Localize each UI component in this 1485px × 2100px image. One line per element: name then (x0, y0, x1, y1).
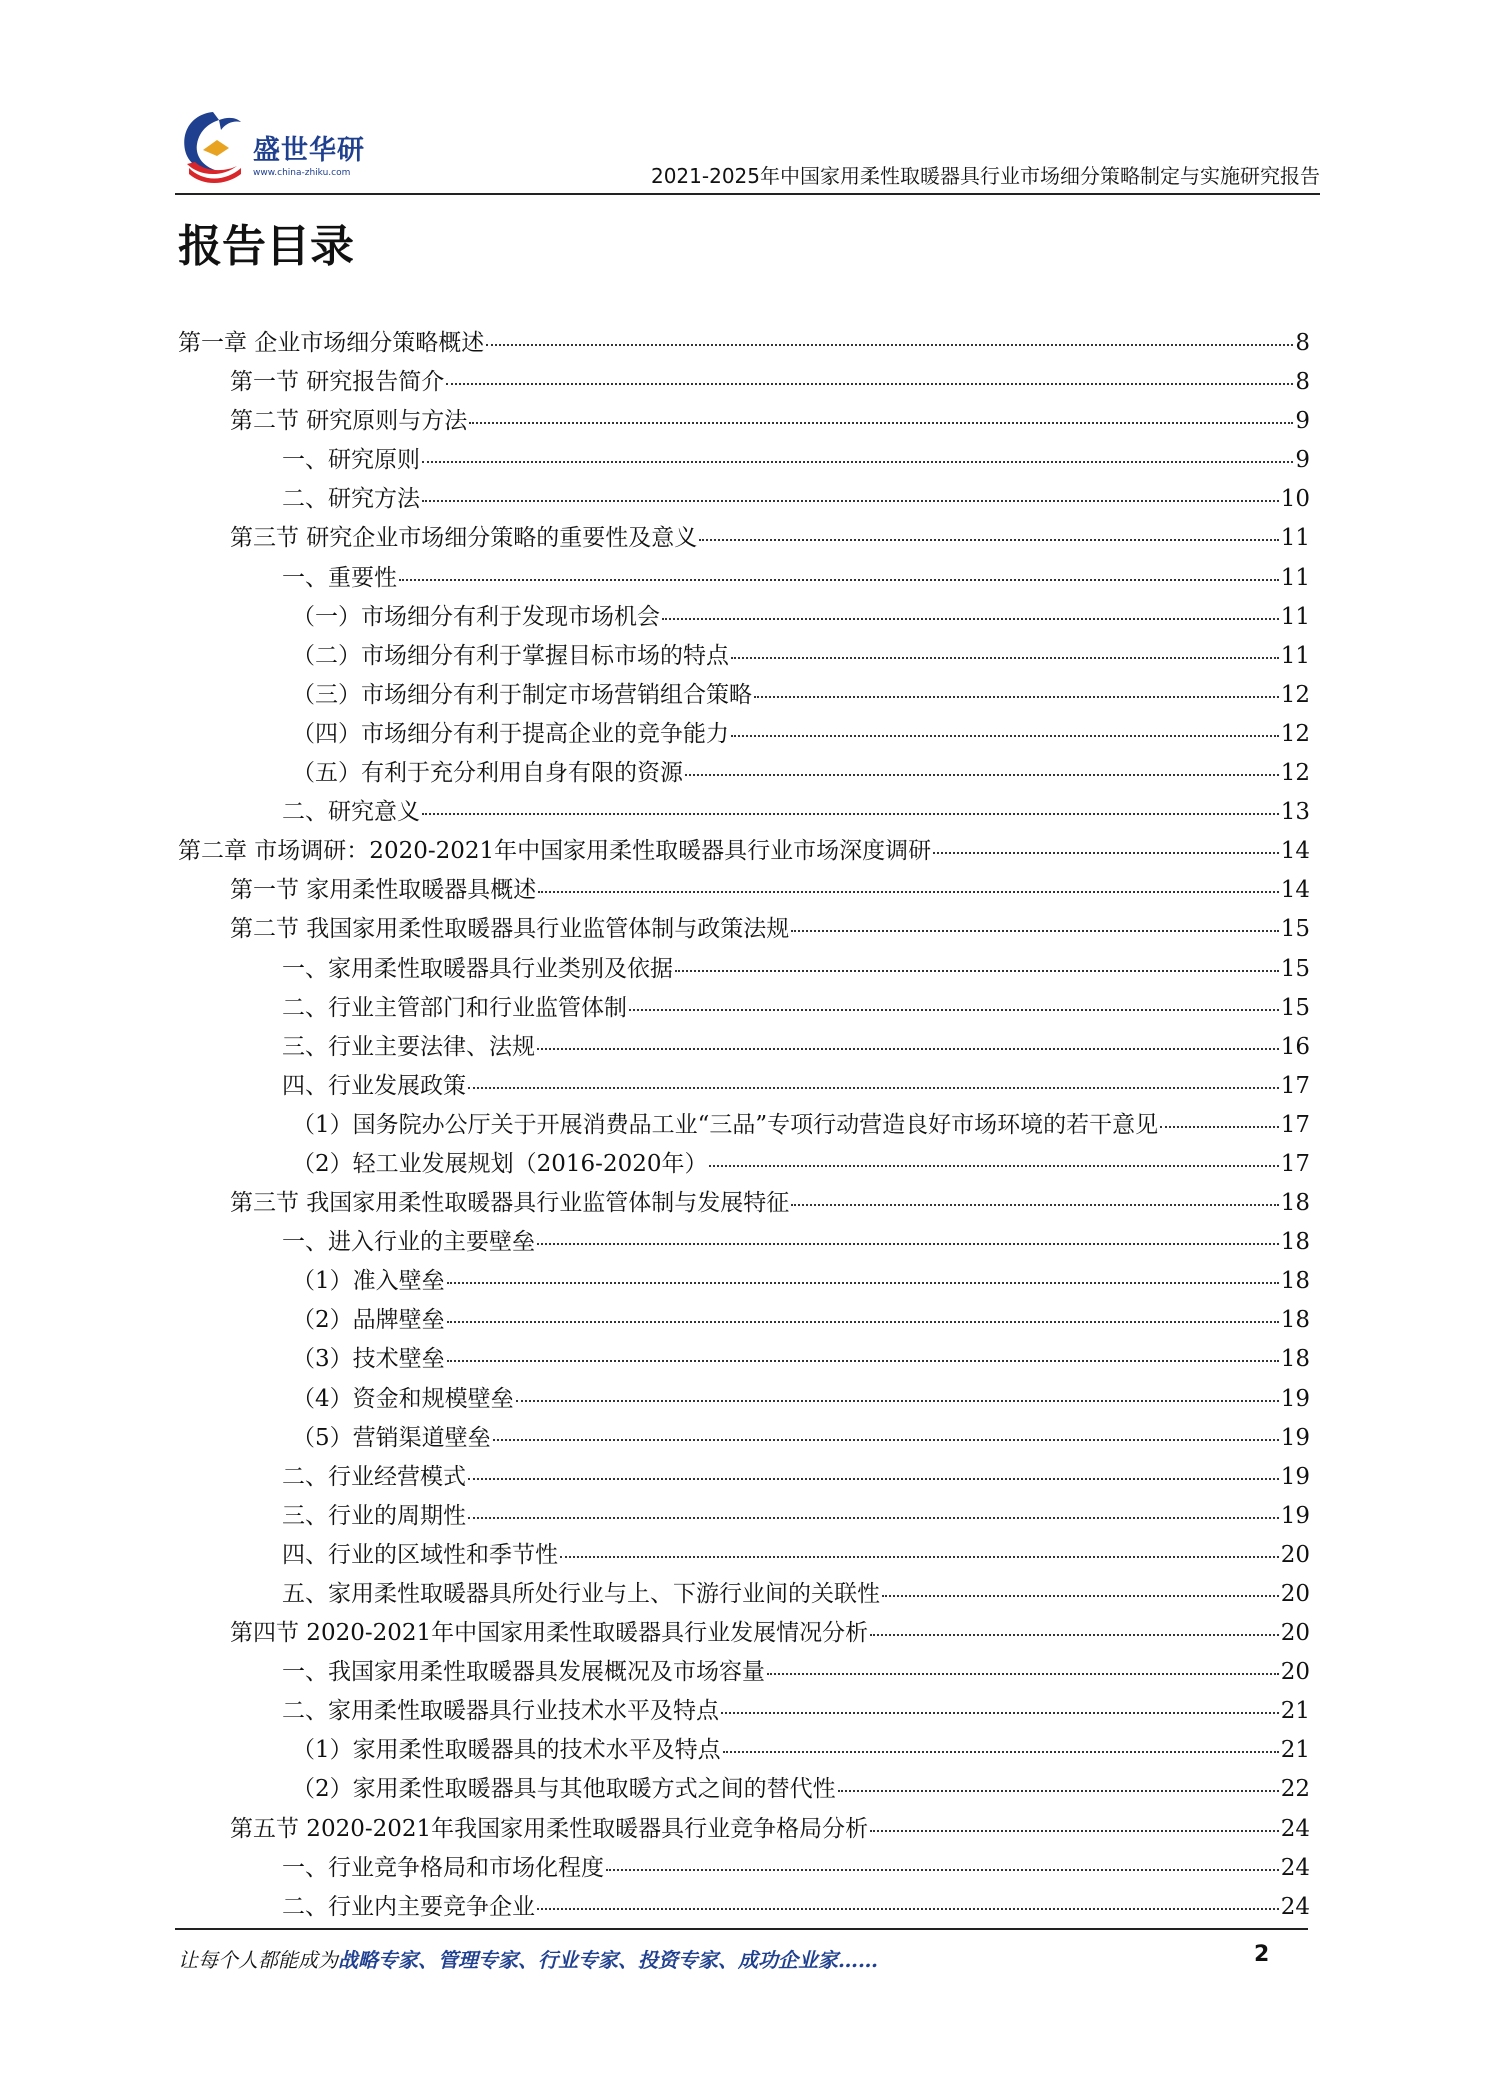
toc-entry-label: 一、我国家用柔性取暖器具发展概况及市场容量 (282, 1659, 765, 1686)
toc-entry[interactable] (178, 1067, 1310, 1106)
toc-entry[interactable] (178, 1106, 1310, 1145)
toc-entry-page: 20 (1280, 1541, 1310, 1568)
toc-entry-page: 14 (1280, 838, 1310, 865)
toc-entry-label: 二、研究方法 (282, 486, 420, 513)
toc-entry[interactable] (178, 1223, 1310, 1262)
toc-entry-page: 24 (1280, 1815, 1310, 1842)
toc-entry-page: 15 (1280, 994, 1310, 1021)
toc-leader-dots (399, 578, 1279, 581)
toc-entry-page: 18 (1280, 1346, 1310, 1373)
toc-entry-page: 22 (1280, 1776, 1310, 1803)
toc-entry[interactable] (178, 1497, 1310, 1536)
toc-leader-dots (422, 499, 1279, 502)
footer-slogan (178, 1944, 878, 1973)
toc-leader-dots (447, 1359, 1279, 1362)
toc-entry-page: 12 (1280, 720, 1310, 747)
toc-leader-dots (723, 1750, 1279, 1753)
toc-entry-label: 一、行业竞争格局和市场化程度 (282, 1854, 604, 1881)
toc-leader-dots (606, 1868, 1279, 1871)
footer-slogan-emphasis: 战略专家、管理专家、行业专家、投资专家、成功企业家…… (338, 1948, 878, 1972)
toc-entry[interactable] (178, 1184, 1310, 1223)
toc-leader-dots (685, 773, 1279, 776)
toc-entry-page: 16 (1280, 1033, 1310, 1060)
toc-entry[interactable] (178, 1380, 1310, 1419)
toc-entry-label: 二、家用柔性取暖器具行业技术水平及特点 (282, 1698, 719, 1725)
toc-entry[interactable] (178, 637, 1310, 676)
toc-entry-label: （三）市场细分有利于制定市场营销组合策略 (292, 681, 752, 708)
toc-entry-page: 24 (1280, 1893, 1310, 1920)
toc-entry-label: 二、研究意义 (282, 799, 420, 826)
toc-entry-page: 17 (1280, 1072, 1310, 1099)
toc-entry-label: 第四节 2020-2021年中国家用柔性取暖器具行业发展情况分析 (230, 1620, 869, 1647)
toc-leader-dots (537, 1907, 1279, 1910)
toc-entry-page: 13 (1280, 799, 1310, 826)
toc-leader-dots (468, 1477, 1279, 1480)
toc-leader-dots (882, 1594, 1279, 1597)
toc-entry-page: 8 (1295, 369, 1310, 396)
toc-entry-label: （1）准入壁垒 (292, 1268, 445, 1295)
toc-entry[interactable] (178, 754, 1310, 793)
toc-leader-dots (933, 851, 1279, 854)
toc-leader-dots (870, 1829, 1279, 1832)
toc-entry-label: 一、进入行业的主要壁垒 (282, 1229, 535, 1256)
toc-leader-dots (791, 929, 1278, 932)
toc-entry[interactable] (178, 1262, 1310, 1301)
toc-entry-label: 二、行业经营模式 (282, 1463, 466, 1490)
toc-entry-label: （3）技术壁垒 (292, 1346, 445, 1373)
footer-divider (175, 1928, 1308, 1930)
toc-entry-page: 19 (1280, 1502, 1310, 1529)
toc-entry-label: （1）家用柔性取暖器具的技术水平及特点 (292, 1737, 721, 1764)
toc-leader-dots (870, 1633, 1279, 1636)
toc-entry-page: 11 (1280, 564, 1310, 591)
toc-entry[interactable] (178, 324, 1310, 363)
toc-leader-dots (537, 1242, 1279, 1245)
toc-entry[interactable] (178, 1340, 1310, 1379)
logo-url: www.china-zhiku.com (253, 168, 351, 178)
logo-name: 盛世华研 (253, 135, 365, 166)
toc-entry-page: 12 (1280, 760, 1310, 787)
toc-entry[interactable] (178, 1575, 1310, 1614)
toc-entry[interactable] (178, 559, 1310, 598)
company-logo (175, 106, 375, 192)
toc-entry-label: 一、研究原则 (282, 447, 420, 474)
toc-entry[interactable] (178, 1458, 1310, 1497)
toc-entry-page: 17 (1280, 1150, 1310, 1177)
toc-leader-dots (422, 460, 1293, 463)
toc-leader-dots (731, 734, 1279, 737)
toc-entry-label: 一、家用柔性取暖器具行业类别及依据 (282, 955, 673, 982)
toc-entry-label: 四、行业发展政策 (282, 1072, 466, 1099)
toc-leader-dots (447, 1320, 1279, 1323)
toc-entry-page: 21 (1280, 1737, 1310, 1764)
toc-entry-label: 第二章 市场调研：2020-2021年中国家用柔性取暖器具行业市场深度调研 (178, 838, 932, 865)
toc-entry[interactable] (178, 676, 1310, 715)
report-title: 2021-2025年中国家用柔性取暖器具行业市场细分策略制定与实施研究报告 (650, 164, 1320, 188)
toc-entry-page: 19 (1280, 1385, 1310, 1412)
toc-entry-page: 9 (1295, 447, 1310, 474)
toc-leader-dots (486, 343, 1293, 346)
toc-entry-page: 19 (1280, 1463, 1310, 1490)
toc-entry-label: 第五节 2020-2021年我国家用柔性取暖器具行业竞争格局分析 (230, 1815, 869, 1842)
toc-leader-dots (422, 812, 1279, 815)
toc-entry-page: 20 (1280, 1659, 1310, 1686)
toc-leader-dots (662, 617, 1279, 620)
toc-leader-dots (791, 1203, 1278, 1206)
toc-entry-label: （四）市场细分有利于提高企业的竞争能力 (292, 720, 729, 747)
toc-entry[interactable] (178, 441, 1310, 480)
toc-entry-label: （2）品牌壁垒 (292, 1307, 445, 1334)
toc-entry-page: 11 (1280, 603, 1310, 630)
toc-entry-label: 第三节 我国家用柔性取暖器具行业监管体制与发展特征 (230, 1190, 790, 1217)
toc-entry-label: （2）轻工业发展规划（2016-2020年） (292, 1150, 708, 1177)
toc-leader-dots (838, 1789, 1279, 1792)
toc-leader-dots (731, 656, 1279, 659)
toc-entry-page: 17 (1280, 1111, 1310, 1138)
toc-leader-dots (560, 1555, 1279, 1558)
toc-entry[interactable] (178, 1028, 1310, 1067)
toc-entry[interactable] (178, 363, 1310, 402)
toc-entry[interactable] (178, 1770, 1310, 1809)
toc-entry[interactable] (178, 598, 1310, 637)
toc-leader-dots (754, 695, 1279, 698)
toc-entry-label: （2）家用柔性取暖器具与其他取暖方式之间的替代性 (292, 1776, 836, 1803)
toc-entry-page: 9 (1295, 408, 1310, 435)
toc-entry[interactable] (178, 1810, 1310, 1849)
toc-leader-dots (537, 1047, 1279, 1050)
toc-entry-label: 二、行业主管部门和行业监管体制 (282, 994, 627, 1021)
toc-entry-page: 20 (1280, 1620, 1310, 1647)
toc-entry[interactable] (178, 1888, 1310, 1927)
toc-entry-label: （五）有利于充分利用自身有限的资源 (292, 760, 683, 787)
toc-leader-dots (493, 1438, 1279, 1441)
toc-entry-page: 15 (1280, 916, 1310, 943)
toc-entry-label: 四、行业的区域性和季节性 (282, 1541, 558, 1568)
toc-entry-page: 11 (1280, 642, 1310, 669)
table-of-contents (178, 324, 1310, 1927)
toc-entry[interactable] (178, 1692, 1310, 1731)
toc-entry-label: （5）营销渠道壁垒 (292, 1424, 491, 1451)
toc-entry[interactable] (178, 1419, 1310, 1458)
toc-entry[interactable] (178, 832, 1310, 871)
toc-leader-dots (721, 1711, 1279, 1714)
toc-entry-page: 24 (1280, 1854, 1310, 1881)
toc-leader-dots (516, 1399, 1279, 1402)
toc-entry-page: 14 (1280, 877, 1310, 904)
toc-entry[interactable] (178, 950, 1310, 989)
toc-leader-dots (709, 1164, 1278, 1167)
toc-entry-label: 第二节 我国家用柔性取暖器具行业监管体制与政策法规 (230, 916, 790, 943)
toc-entry[interactable] (178, 1301, 1310, 1340)
toc-entry-label: 五、家用柔性取暖器具所处行业与上、下游行业间的关联性 (282, 1581, 880, 1607)
toc-leader-dots (468, 1516, 1279, 1519)
footer-slogan-prefix: 让每个人都能成为 (178, 1948, 338, 1972)
toc-leader-dots (629, 1008, 1279, 1011)
toc-entry-page: 11 (1280, 525, 1310, 552)
toc-entry[interactable] (178, 402, 1310, 441)
toc-entry-label: （4）资金和规模壁垒 (292, 1385, 514, 1412)
toc-entry[interactable] (178, 793, 1310, 832)
header-divider (175, 193, 1320, 195)
toc-entry[interactable] (178, 480, 1310, 519)
toc-entry-label: （一）市场细分有利于发现市场机会 (292, 603, 660, 630)
toc-leader-dots (447, 1281, 1279, 1284)
page-number: 2 (1254, 1942, 1270, 1967)
toc-entry[interactable] (178, 519, 1310, 558)
toc-leader-dots (1160, 1125, 1279, 1128)
toc-entry[interactable] (178, 1614, 1310, 1653)
toc-entry-label: 二、行业内主要竞争企业 (282, 1893, 535, 1920)
toc-entry[interactable] (178, 910, 1310, 949)
toc-leader-dots (767, 1672, 1279, 1675)
toc-entry-page: 20 (1280, 1581, 1310, 1607)
toc-leader-dots (699, 538, 1278, 541)
toc-entry[interactable] (178, 1145, 1310, 1184)
toc-entry-page: 21 (1280, 1698, 1310, 1725)
toc-entry-label: （二）市场细分有利于掌握目标市场的特点 (292, 642, 729, 669)
toc-entry-page: 15 (1280, 955, 1310, 982)
toc-entry-label: 第三节 研究企业市场细分策略的重要性及意义 (230, 525, 698, 552)
toc-entry-page: 18 (1280, 1307, 1310, 1334)
toc-entry[interactable] (178, 715, 1310, 754)
toc-entry[interactable] (178, 871, 1310, 910)
toc-entry-page: 18 (1280, 1268, 1310, 1295)
toc-leader-dots (538, 890, 1278, 893)
toc-entry-label: 三、行业的周期性 (282, 1502, 466, 1529)
toc-entry-label: 一、重要性 (282, 564, 397, 591)
toc-leader-dots (675, 969, 1279, 972)
toc-leader-dots (469, 421, 1293, 424)
toc-leader-dots (446, 382, 1293, 385)
toc-leader-dots (468, 1086, 1279, 1089)
toc-entry-label: 第一节 家用柔性取暖器具概述 (230, 877, 537, 904)
toc-entry-page: 8 (1295, 330, 1310, 356)
toc-entry-page: 18 (1280, 1229, 1310, 1256)
toc-entry-page: 19 (1280, 1424, 1310, 1451)
toc-entry[interactable] (178, 1653, 1310, 1692)
toc-entry-label: 第二节 研究原则与方法 (230, 408, 468, 435)
toc-entry-page: 12 (1280, 681, 1310, 708)
toc-entry-page: 10 (1280, 486, 1310, 513)
toc-entry-label: 三、行业主要法律、法规 (282, 1033, 535, 1060)
toc-entry-label: 第一章 企业市场细分策略概述 (178, 330, 485, 356)
page-title: 报告目录 (178, 221, 354, 272)
toc-entry-page: 18 (1280, 1190, 1310, 1217)
toc-entry[interactable] (178, 1849, 1310, 1888)
logo-emblem-icon (175, 106, 255, 192)
page-header (175, 100, 1320, 195)
toc-entry-label: （1）国务院办公厅关于开展消费品工业“三品”专项行动营造良好市场环境的若干意见 (292, 1111, 1159, 1138)
toc-entry[interactable] (178, 989, 1310, 1028)
toc-entry[interactable] (178, 1731, 1310, 1770)
toc-entry[interactable] (178, 1536, 1310, 1575)
toc-entry-label: 第一节 研究报告简介 (230, 369, 445, 396)
